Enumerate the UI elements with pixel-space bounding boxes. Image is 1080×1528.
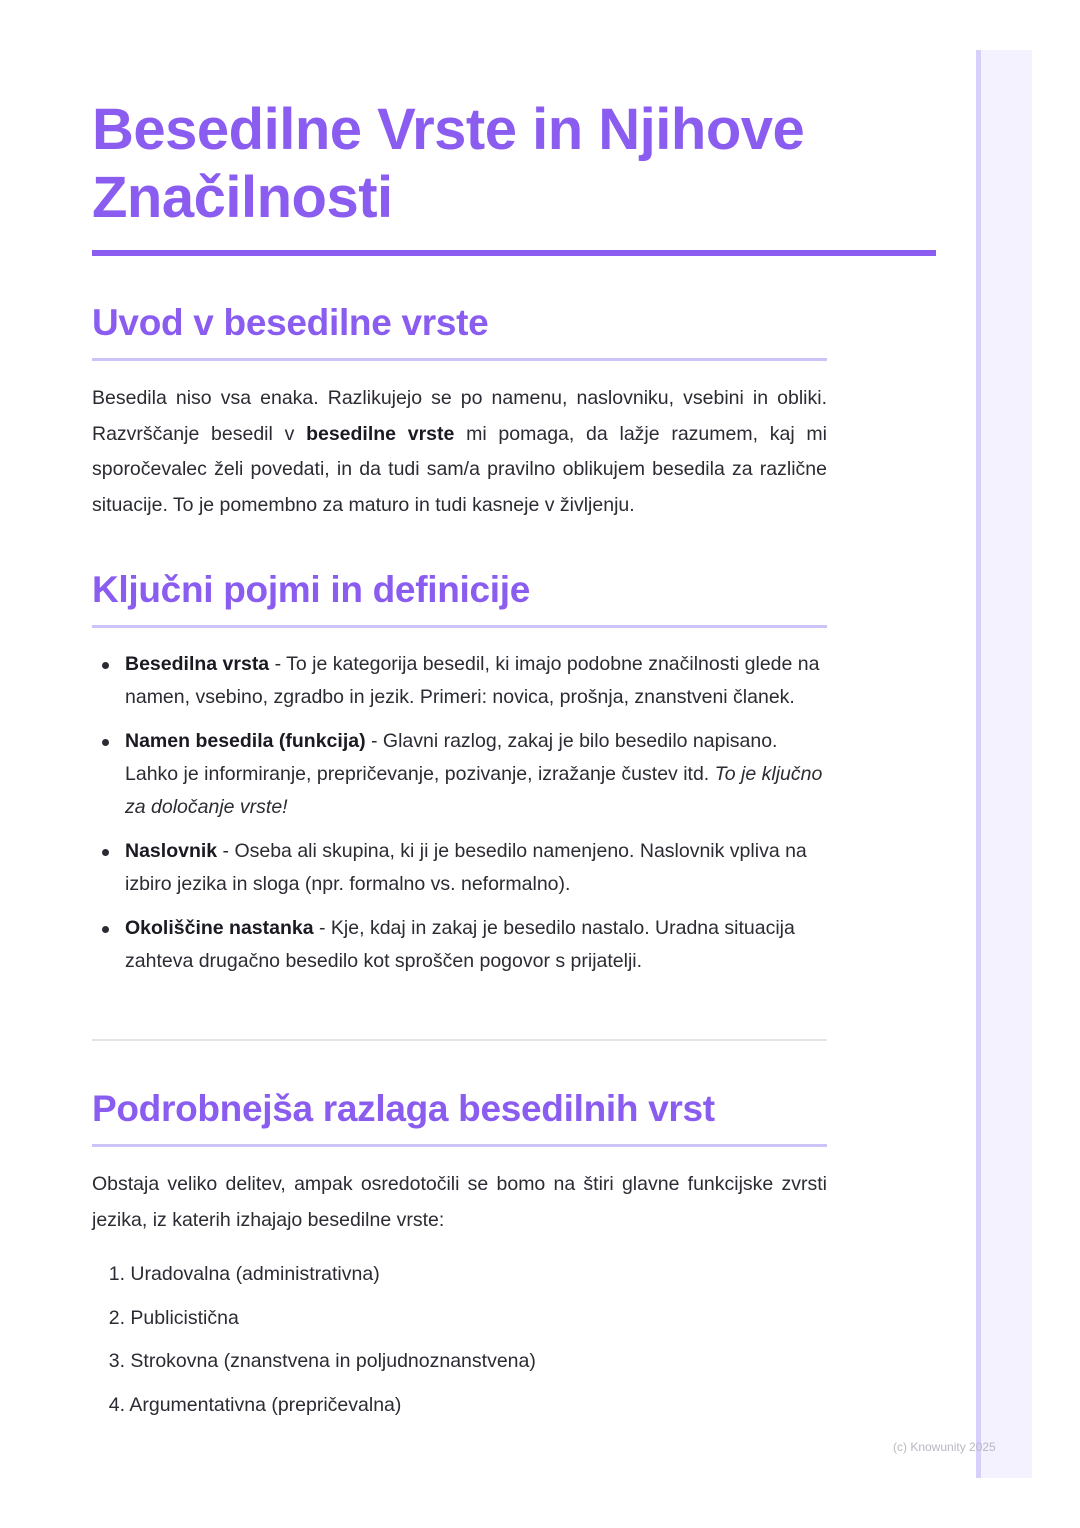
list-item: [92, 912, 827, 978]
list-number: 1.: [108, 1263, 125, 1285]
section-detail: [92, 1086, 827, 1432]
list-number: 3.: [108, 1350, 125, 1372]
list-number: 4.: [108, 1393, 125, 1416]
section-intro: [92, 300, 827, 523]
term-text: - Kje, kdaj in zakaj je besedilo nastalo. Uradna situacija zahteva drugačno besedilo kot sproščen pogovor s prijatelji.: [125, 917, 795, 972]
list-text: Publicistična: [130, 1306, 239, 1329]
list-item: [92, 1345, 827, 1378]
section-divider: [92, 1039, 827, 1041]
section-terms: [92, 567, 827, 989]
list-text: Uradovalna (administrativna): [130, 1263, 380, 1285]
list-item: [92, 835, 827, 901]
intro-paragraph: [92, 381, 827, 523]
list-text: Strokovna (znanstvena in poljudnoznanstvena): [130, 1350, 536, 1372]
numbered-list: [92, 1258, 827, 1422]
term-text: - Oseba ali skupina, ki ji je besedilo namenjeno. Naslovnik vpliva na izbiro jezika in sloga (npr. formalno vs. neformalno).: [125, 840, 807, 895]
title-underline: [92, 250, 936, 256]
list-text: Argumentativna (prepričevalna): [129, 1393, 402, 1416]
list-item: [92, 725, 827, 824]
term-text: - Glavni razlog, zakaj je bilo besedilo napisano. Lahko je informiranje, prepričevanje, pozivanje, izražanje čustev itd.: [125, 730, 778, 785]
list-item: [92, 648, 827, 714]
term-label: Naslovnik: [125, 840, 218, 862]
term-note: To je ključno za določanje vrste!: [125, 763, 823, 818]
section-heading-terms: Ključni pojmi in definicije: [92, 567, 827, 628]
list-item: [92, 1258, 827, 1291]
terms-list: [92, 648, 827, 978]
list-item: [92, 1302, 827, 1335]
side-margin-panel: [976, 50, 1032, 1478]
term-label: Namen besedila (funkcija): [125, 730, 366, 752]
list-number: 2.: [108, 1306, 125, 1329]
section-heading-detail: Podrobnejša razlaga besedilnih vrst: [92, 1086, 827, 1147]
intro-text-a: Besedila niso vsa enaka. Razlikujejo se po namenu, naslovniku, vsebini in obliki. Razvrščanje besedil v: [92, 387, 827, 445]
section-heading-intro: Uvod v besedilne vrste: [92, 300, 827, 361]
list-item: [92, 1389, 827, 1422]
detail-paragraph: Obstaja veliko delitev, ampak osredotočili se bomo na štiri glavne funkcijske zvrsti jezika, iz katerih izhajajo besedilne vrste:: [92, 1173, 827, 1231]
copyright-footer: (c) Knowunity 2025: [893, 1440, 996, 1454]
term-label: Besedilna vrsta: [125, 653, 270, 675]
intro-strong: besedilne vrste: [306, 422, 455, 445]
term-text: - To je kategorija besedil, ki imajo podobne značilnosti glede na namen, vsebino, zgradbo in jezik. Primeri: novica, prošnja, znanstveni članek.: [125, 653, 820, 708]
term-label: Okoliščine nastanka: [125, 917, 314, 939]
intro-text-b: mi pomaga, da lažje razumem, kaj mi sporočevalec želi povedati, in da tudi sam/a pravilno oblikujem besedila za različne situacije. To je pomembno za maturo in tudi kasneje v življenju.: [92, 422, 827, 516]
page-title: Besedilne Vrste in Njihove Značilnosti: [92, 97, 805, 230]
